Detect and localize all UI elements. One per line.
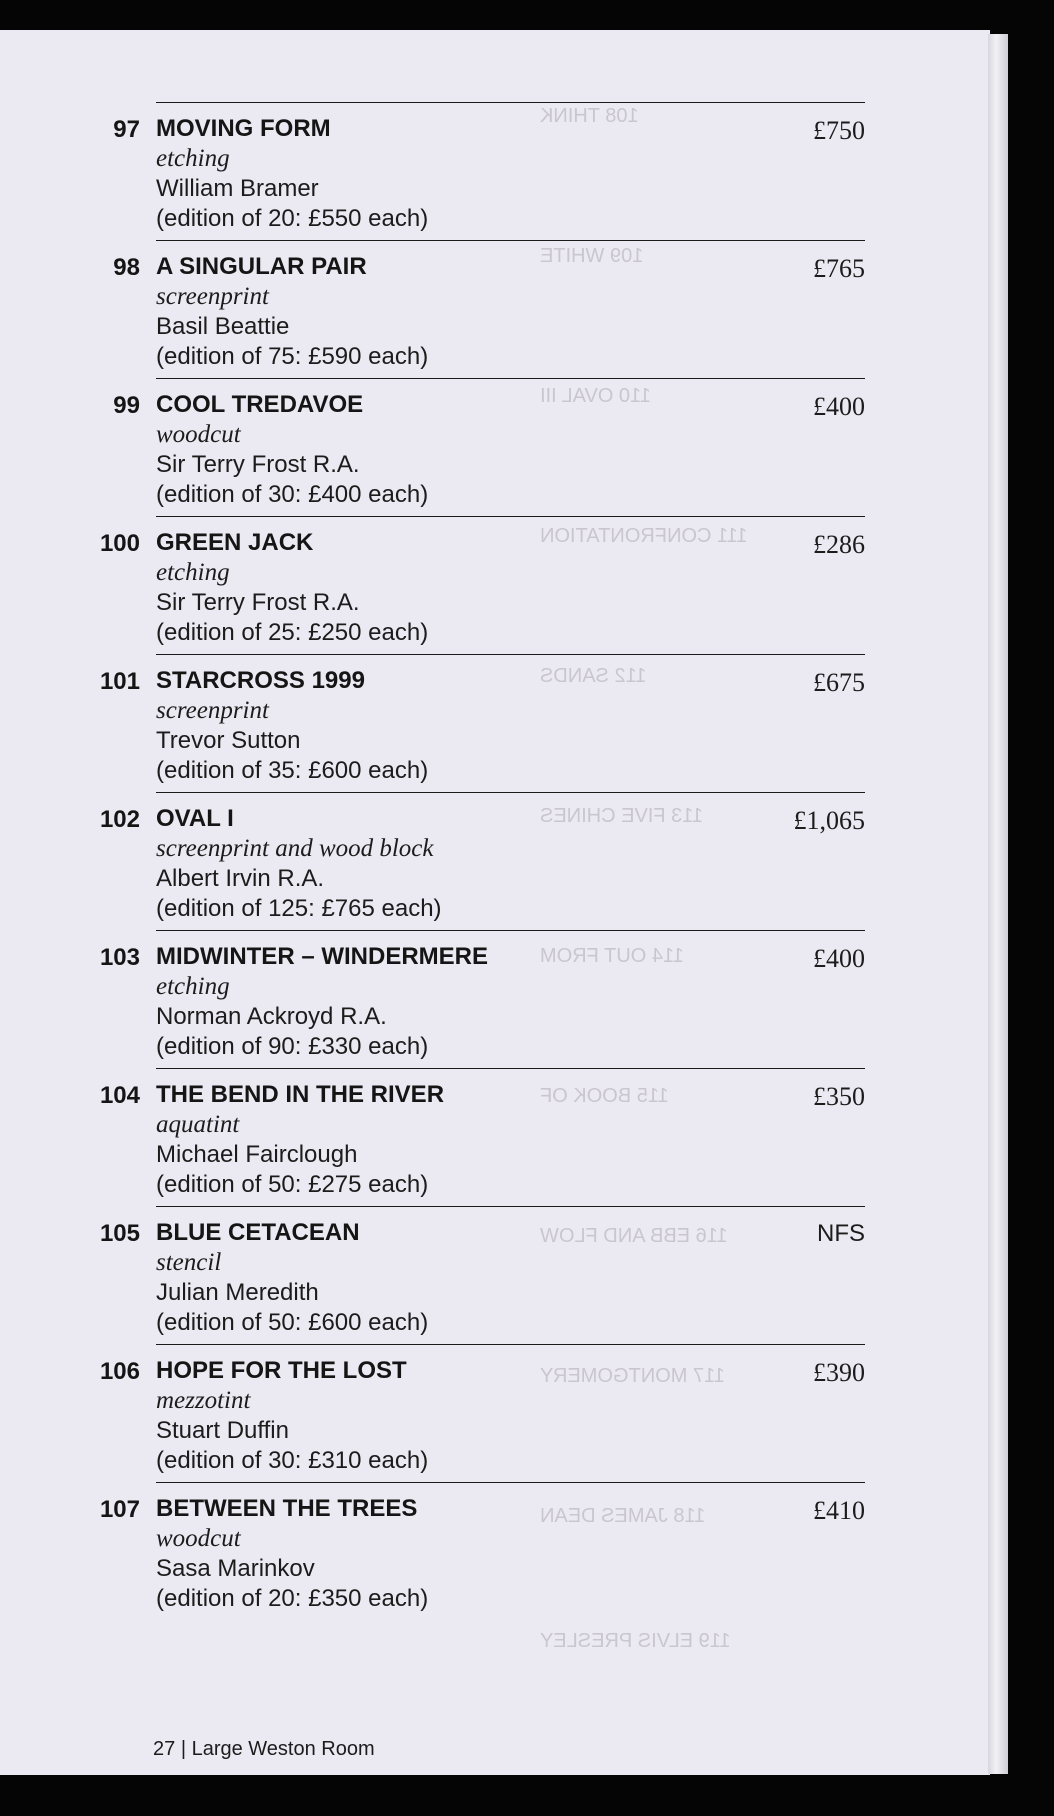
artwork-title: A SINGULAR PAIR xyxy=(156,253,367,280)
artist-name: Albert Irvin R.A. xyxy=(156,865,325,892)
entry-details xyxy=(156,942,745,1062)
lot-number: 97 xyxy=(113,116,140,143)
artwork-price: £750 xyxy=(813,116,865,145)
lot-number: 105 xyxy=(99,1220,140,1247)
catalogue-entry xyxy=(90,792,865,930)
artist-name: Trevor Sutton xyxy=(156,727,301,754)
show-through-text: 113 FIVE CHINES xyxy=(540,805,704,827)
artist-name: Sir Terry Frost R.A. xyxy=(156,589,360,616)
lot-number: 98 xyxy=(113,254,140,281)
page-footer xyxy=(153,1738,375,1761)
artwork-price: £765 xyxy=(813,254,865,283)
entry-details xyxy=(156,1494,745,1614)
artwork-title: THE BEND IN THE RIVER xyxy=(156,1081,445,1108)
artwork-title: COOL TREDAVOE xyxy=(156,391,364,418)
entry-details xyxy=(156,1356,745,1476)
catalogue-entry xyxy=(90,1344,865,1482)
room-name: Large Weston Room xyxy=(191,1738,375,1760)
edition-info: (edition of 50: £275 each) xyxy=(156,1171,429,1198)
artist-name: Norman Ackroyd R.A. xyxy=(156,1003,387,1030)
entry-divider xyxy=(156,654,865,655)
artwork-title: HOPE FOR THE LOST xyxy=(156,1357,407,1384)
artwork-title: STARCROSS 1999 xyxy=(156,667,365,694)
lot-number: 100 xyxy=(99,530,140,557)
lot-number: 101 xyxy=(99,668,140,695)
lot-number: 103 xyxy=(99,944,140,971)
artwork-price: £1,065 xyxy=(793,806,865,835)
edition-info: (edition of 125: £765 each) xyxy=(156,895,442,922)
edition-info: (edition of 30: £400 each) xyxy=(156,481,429,508)
artwork-title: GREEN JACK xyxy=(156,529,314,556)
artwork-price: £675 xyxy=(813,668,865,697)
catalogue-entry xyxy=(90,1206,865,1344)
entry-divider xyxy=(156,930,865,931)
show-through-text: 109 WHITE xyxy=(540,245,644,267)
artwork-medium: stencil xyxy=(156,1249,222,1276)
artwork-title: OVAL I xyxy=(156,805,234,832)
entry-details xyxy=(156,1218,745,1338)
catalogue-list xyxy=(90,102,865,1620)
catalogue-page xyxy=(0,30,990,1775)
show-through-text: 110 OVAL III xyxy=(540,385,651,407)
artwork-title: MOVING FORM xyxy=(156,115,331,142)
artist-name: Stuart Duffin xyxy=(156,1417,289,1444)
artwork-medium: etching xyxy=(156,145,230,172)
lot-number: 106 xyxy=(99,1358,140,1385)
artwork-price: £286 xyxy=(813,530,865,559)
show-through-text: 118 JAMES DEAN xyxy=(540,1505,706,1527)
entry-divider xyxy=(156,240,865,241)
show-through-text: 116 EBB AND FLOW xyxy=(540,1225,728,1247)
catalogue-entry xyxy=(90,1482,865,1620)
show-through-text: 112 SANDS xyxy=(540,665,647,687)
footer-separator: | xyxy=(180,1738,187,1760)
entry-divider xyxy=(156,378,865,379)
artwork-medium: aquatint xyxy=(156,1111,240,1138)
catalogue-entry xyxy=(90,654,865,792)
edition-info: (edition of 50: £600 each) xyxy=(156,1309,429,1336)
artist-name: Michael Fairclough xyxy=(156,1141,358,1168)
artwork-medium: mezzotint xyxy=(156,1387,251,1414)
catalogue-entry xyxy=(90,1068,865,1206)
show-through-text: 114 OUT FROM xyxy=(540,945,684,967)
artwork-title: MIDWINTER – WINDERMERE xyxy=(156,943,488,970)
entry-details xyxy=(156,114,745,234)
entry-divider xyxy=(156,516,865,517)
artwork-medium: woodcut xyxy=(156,1525,241,1552)
artwork-medium: etching xyxy=(156,973,230,1000)
edition-info: (edition of 20: £350 each) xyxy=(156,1585,429,1612)
show-through-text: 117 MONTGOMERY xyxy=(540,1365,725,1387)
artwork-title: BLUE CETACEAN xyxy=(156,1219,360,1246)
artwork-price: £410 xyxy=(813,1496,865,1525)
lot-number: 102 xyxy=(99,806,140,833)
edition-info: (edition of 90: £330 each) xyxy=(156,1033,429,1060)
artwork-price: £350 xyxy=(813,1082,865,1111)
entry-divider xyxy=(156,102,865,103)
edition-info: (edition of 25: £250 each) xyxy=(156,619,429,646)
entry-details xyxy=(156,252,745,372)
artwork-price: £390 xyxy=(813,1358,865,1387)
artist-name: Sasa Marinkov xyxy=(156,1555,315,1582)
entry-details xyxy=(156,390,745,510)
lot-number: 107 xyxy=(99,1496,140,1523)
artwork-medium: screenprint xyxy=(156,283,269,310)
page-number: 27 xyxy=(153,1738,176,1760)
entry-details xyxy=(156,528,745,648)
entry-details xyxy=(156,1080,745,1200)
catalogue-entry xyxy=(90,516,865,654)
catalogue-entry xyxy=(90,102,865,240)
artist-name: Basil Beattie xyxy=(156,313,290,340)
artwork-medium: screenprint xyxy=(156,697,269,724)
lot-number: 99 xyxy=(113,392,140,419)
artwork-price: £400 xyxy=(813,392,865,421)
artist-name: William Bramer xyxy=(156,175,319,202)
catalogue-entry xyxy=(90,930,865,1068)
entry-details xyxy=(156,666,745,786)
show-through-text: 119 ELVIS PRESLEY xyxy=(540,1630,731,1652)
page-edge xyxy=(988,34,1008,1774)
artwork-price: NFS xyxy=(817,1220,865,1247)
catalogue-entry xyxy=(90,240,865,378)
artwork-title: BETWEEN THE TREES xyxy=(156,1495,418,1522)
entry-divider xyxy=(156,1206,865,1207)
artist-name: Sir Terry Frost R.A. xyxy=(156,451,360,478)
artwork-price: £400 xyxy=(813,944,865,973)
entry-divider xyxy=(156,1482,865,1483)
edition-info: (edition of 20: £550 each) xyxy=(156,205,429,232)
artwork-medium: screenprint and wood block xyxy=(156,835,434,862)
edition-info: (edition of 30: £310 each) xyxy=(156,1447,429,1474)
edition-info: (edition of 35: £600 each) xyxy=(156,757,429,784)
catalogue-entry xyxy=(90,378,865,516)
edition-info: (edition of 75: £590 each) xyxy=(156,343,429,370)
entry-divider xyxy=(156,1344,865,1345)
lot-number: 104 xyxy=(99,1082,140,1109)
entry-divider xyxy=(156,1068,865,1069)
artwork-medium: etching xyxy=(156,559,230,586)
entry-details xyxy=(156,804,745,924)
artist-name: Julian Meredith xyxy=(156,1279,319,1306)
show-through-text: 115 BOOK OF xyxy=(540,1085,669,1107)
show-through-text: 108 THINK xyxy=(540,105,639,127)
entry-divider xyxy=(156,792,865,793)
artwork-medium: woodcut xyxy=(156,421,241,448)
show-through-text: 111 CONFRONTATION xyxy=(540,525,748,547)
